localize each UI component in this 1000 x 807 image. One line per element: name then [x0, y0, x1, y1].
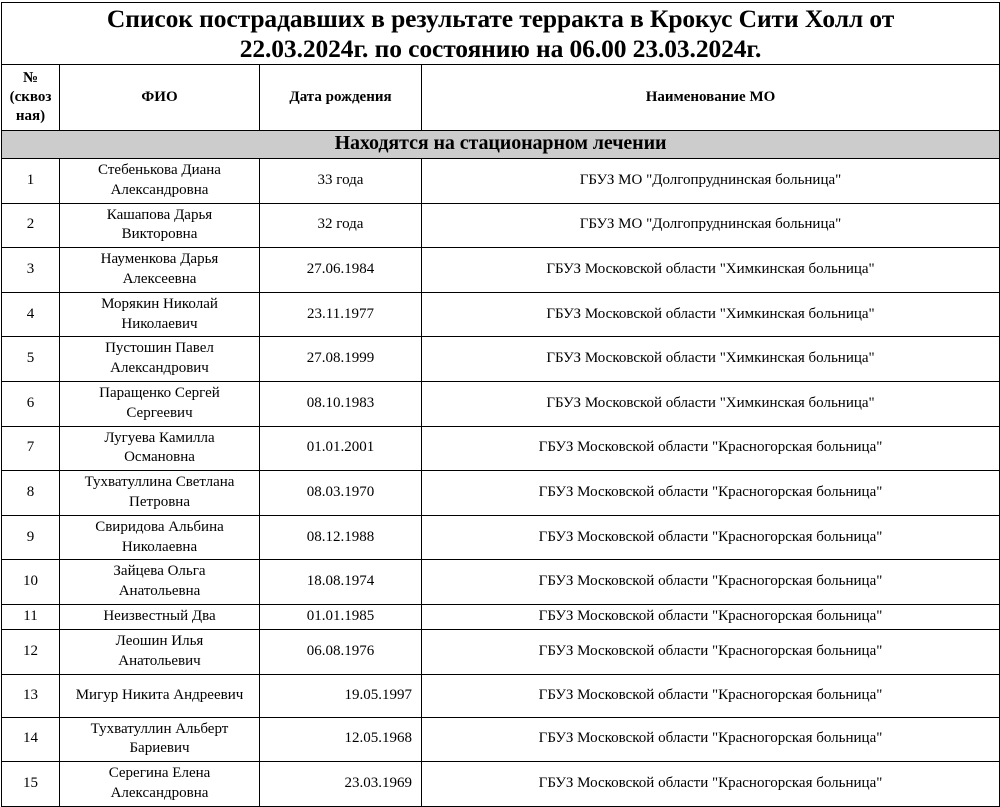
name-line-1: Свиридова Альбина [95, 518, 224, 535]
cell-medical-organization: ГБУЗ Московской области "Химкинская больница" [422, 248, 1000, 293]
cell-number: 2 [2, 203, 60, 248]
cell-date-of-birth: 23.11.1977 [260, 292, 422, 337]
column-header-number [2, 65, 60, 131]
table-row [2, 515, 1000, 560]
cell-number: 9 [2, 515, 60, 560]
cell-medical-organization: ГБУЗ Московской области "Красногорская больница" [422, 560, 1000, 605]
table-row [2, 762, 1000, 807]
cell-full-name [60, 426, 260, 471]
cell-number: 4 [2, 292, 60, 337]
cell-medical-organization: ГБУЗ Московской области "Красногорская больница" [422, 762, 1000, 807]
table-row [2, 629, 1000, 674]
cell-full-name [60, 560, 260, 605]
cell-medical-organization: ГБУЗ Московской области "Химкинская больница" [422, 292, 1000, 337]
cell-medical-organization: ГБУЗ Московской области "Красногорская больница" [422, 629, 1000, 674]
cell-date-of-birth: 18.08.1974 [260, 560, 422, 605]
name-line-2: Николаевна [121, 538, 198, 555]
title-row [2, 3, 1000, 65]
cell-medical-organization: ГБУЗ Московской области "Химкинская больница" [422, 381, 1000, 426]
cell-full-name [60, 248, 260, 293]
section-header-row [2, 131, 1000, 159]
cell-full-name [60, 629, 260, 674]
column-header-dob: Дата рождения [260, 65, 422, 131]
cell-number: 6 [2, 381, 60, 426]
cell-date-of-birth: 27.08.1999 [260, 337, 422, 382]
name-line-1: Стебенькова Диана [98, 162, 221, 178]
table-row [2, 203, 1000, 248]
title-line-2: 22.03.2024г. по состоянию на 06.00 23.03.2024г. [239, 33, 762, 63]
name-line-2: Бариевич [129, 740, 190, 757]
cell-date-of-birth: 27.06.1984 [260, 248, 422, 293]
table-row [2, 381, 1000, 426]
cell-number: 5 [2, 337, 60, 382]
cell-date-of-birth: 08.03.1970 [260, 471, 422, 516]
table-row [2, 292, 1000, 337]
cell-medical-organization: ГБУЗ Московской области "Красногорская больница" [422, 674, 1000, 717]
cell-full-name [60, 159, 260, 204]
cell-medical-organization: ГБУЗ Московской области "Химкинская больница" [422, 337, 1000, 382]
name-line-1: Мигур Никита Андреевич [75, 686, 244, 703]
page-title [2, 3, 1000, 65]
title-line-1: Список пострадавших в результате терракта в Крокус Сити Холл от [106, 3, 895, 33]
cell-date-of-birth: 01.01.2001 [260, 426, 422, 471]
cell-full-name [60, 203, 260, 248]
name-line-1: Кашапова Дарья [106, 206, 213, 223]
cell-medical-organization: ГБУЗ Московской области "Красногорская больница" [422, 471, 1000, 516]
cell-full-name [60, 674, 260, 717]
cell-number: 11 [2, 604, 60, 629]
column-header-number-line-3: ная) [15, 108, 46, 125]
column-header-number-line-1: № [22, 69, 39, 86]
name-line-1: Лугуева Камилла [104, 429, 215, 446]
cell-medical-organization: ГБУЗ МО "Долгопруднинская больница" [422, 203, 1000, 248]
name-line-1: Паращенко Сергей [99, 384, 220, 401]
name-line-1: Тухватуллина Светлана [84, 474, 235, 491]
cell-number: 12 [2, 629, 60, 674]
cell-number: 13 [2, 674, 60, 717]
column-header-number-line-2: (сквоз [9, 88, 52, 105]
table-row [2, 604, 1000, 629]
name-line-1: Неизвестный Два [103, 608, 216, 625]
cell-full-name [60, 717, 260, 762]
cell-number: 3 [2, 248, 60, 293]
table-row [2, 248, 1000, 293]
cell-full-name [60, 381, 260, 426]
column-header-org: Наименование МО [422, 65, 1000, 131]
table-row [2, 337, 1000, 382]
name-line-2: Викторовна [121, 226, 198, 243]
cell-date-of-birth: 06.08.1976 [260, 629, 422, 674]
cell-date-of-birth: 01.01.1985 [260, 604, 422, 629]
cell-full-name [60, 604, 260, 629]
cell-number: 14 [2, 717, 60, 762]
cell-date-of-birth: 08.10.1983 [260, 381, 422, 426]
cell-medical-organization: ГБУЗ Московской области "Красногорская больница" [422, 515, 1000, 560]
name-line-2: Анатольевна [118, 583, 201, 600]
table-row [2, 674, 1000, 717]
cell-full-name [60, 471, 260, 516]
cell-medical-organization: ГБУЗ Московской области "Красногорская больница" [422, 426, 1000, 471]
cell-full-name [60, 515, 260, 560]
section-header-title: Находятся на стационарном лечении [2, 131, 1000, 159]
name-line-2: Османовна [124, 449, 195, 466]
name-line-2: Николаевич [121, 315, 198, 332]
table-row [2, 471, 1000, 516]
table-row [2, 560, 1000, 605]
table-body [2, 3, 1000, 807]
cell-medical-organization: ГБУЗ Московской области "Красногорская больница" [422, 717, 1000, 762]
victims-table [1, 2, 1000, 807]
cell-number: 15 [2, 762, 60, 807]
cell-full-name [60, 762, 260, 807]
name-line-2: Сергеевич [126, 404, 193, 421]
cell-number: 10 [2, 560, 60, 605]
cell-medical-organization: ГБУЗ МО "Долгопруднинская больница" [422, 159, 1000, 204]
name-line-1: Пустошин Павел [105, 340, 214, 357]
cell-date-of-birth: 23.03.1969 [260, 762, 422, 807]
name-line-2: Александровна [110, 181, 209, 198]
cell-date-of-birth: 33 года [260, 159, 422, 204]
name-line-2: Александровна [110, 784, 209, 801]
name-line-1: Леошин Илья [115, 632, 204, 649]
cell-date-of-birth: 08.12.1988 [260, 515, 422, 560]
table-row [2, 159, 1000, 204]
table-row [2, 426, 1000, 471]
cell-date-of-birth: 12.05.1968 [260, 717, 422, 762]
cell-medical-organization: ГБУЗ Московской области "Красногорская больница" [422, 604, 1000, 629]
name-line-1: Тухватуллин Альберт [90, 720, 229, 737]
cell-date-of-birth: 19.05.1997 [260, 674, 422, 717]
cell-number: 7 [2, 426, 60, 471]
name-line-1: Серегина Елена [108, 765, 211, 782]
cell-number: 8 [2, 471, 60, 516]
column-header-row [2, 65, 1000, 131]
name-line-1: Науменкова Дарья [100, 251, 219, 268]
cell-number: 1 [2, 159, 60, 204]
name-line-1: Морякин Николай [101, 295, 218, 312]
name-line-2: Александрович [110, 360, 209, 377]
column-header-name: ФИО [60, 65, 260, 131]
cell-full-name [60, 337, 260, 382]
name-line-2: Петровна [129, 493, 190, 510]
name-line-2: Алексеевна [122, 270, 197, 287]
name-line-2: Анатольевич [118, 652, 201, 669]
cell-date-of-birth: 32 года [260, 203, 422, 248]
cell-full-name [60, 292, 260, 337]
name-line-1: Зайцева Ольга [113, 563, 206, 580]
table-row [2, 717, 1000, 762]
